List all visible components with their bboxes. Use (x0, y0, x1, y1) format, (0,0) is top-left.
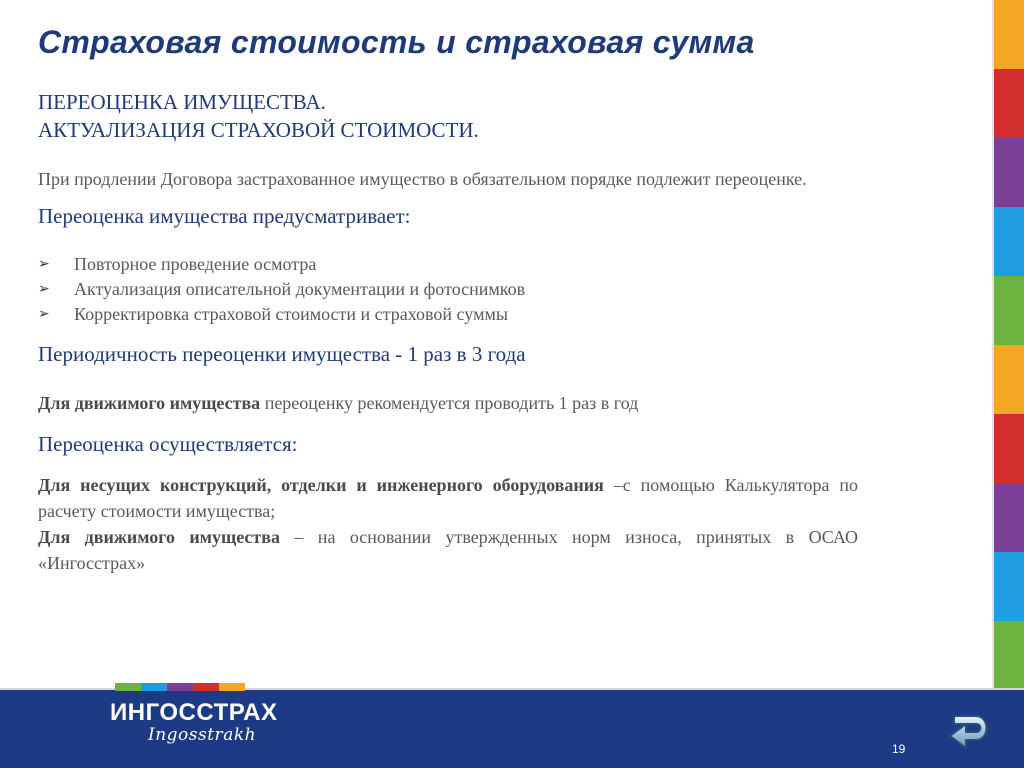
slide-title: Страховая стоимость и страховая сумма (38, 24, 755, 60)
stripe-segment (994, 138, 1024, 207)
list-item (38, 252, 858, 277)
stripe-segment (994, 0, 1024, 69)
movable-property-note (38, 390, 858, 416)
logo-script: Ingosstrakh (148, 725, 257, 745)
logo-wordmark: ИНГОССТРАХ (110, 699, 278, 726)
stripe-segment (994, 345, 1024, 414)
footer-stripe-segment (115, 683, 141, 691)
stripe-segment (994, 207, 1024, 276)
footer-stripe-segment (219, 683, 245, 691)
arrowhead-bullet-icon: ➢ (38, 256, 50, 272)
movable-method-label: Для движимого имущества (38, 527, 280, 547)
footer-color-stripe (115, 683, 245, 691)
slide-content (38, 88, 858, 576)
stripe-segment (994, 483, 1024, 552)
provides-heading: Переоценка имущества предусматривает: (38, 204, 411, 228)
page-number: 19 (892, 742, 906, 756)
structures-label: Для несущих конструкций, отделки и инженерного оборудования (38, 475, 604, 495)
return-button[interactable] (936, 700, 994, 758)
intro-paragraph: При продлении Договора застрахованное имущество в обязательном порядке подлежит переоценке. (38, 169, 807, 189)
section-heading-line2: АКТУАЛИЗАЦИЯ СТРАХОВОЙ СТОИМОСТИ. (38, 118, 479, 142)
list-item-text: Актуализация описательной документации и фотоснимков (74, 279, 526, 299)
footer-stripe-segment (193, 683, 219, 691)
structures-paragraph (38, 472, 858, 524)
list-item-text: Повторное проведение осмотра (74, 254, 317, 274)
section-heading-line1: ПЕРЕОЦЕНКА ИМУЩЕСТВА. (38, 90, 326, 114)
stripe-segment (994, 69, 1024, 138)
bullet-list (38, 252, 858, 327)
footer-stripe-segment (141, 683, 167, 691)
list-item (38, 302, 858, 327)
performed-heading: Переоценка осуществляется: (38, 432, 298, 456)
movable-property-text: переоценку рекомендуется проводить 1 раз в год (260, 393, 639, 413)
stripe-segment (994, 621, 1024, 690)
section-heading (38, 88, 858, 144)
list-item-text: Корректировка страховой стоимости и страховой суммы (74, 304, 508, 324)
company-logo (110, 700, 278, 744)
stripe-segment (994, 414, 1024, 483)
stripe-segment (994, 276, 1024, 345)
arrowhead-bullet-icon: ➢ (38, 306, 50, 322)
color-stripe (994, 0, 1024, 690)
list-item (38, 277, 858, 302)
structures-text: –с помощью Калькулятора по расчету стоимости имущества; (38, 475, 858, 521)
stripe-segment (994, 552, 1024, 621)
arrowhead-bullet-icon: ➢ (38, 281, 50, 297)
movable-method-text: – на основании утвержденных норм износа, принятых в ОСАО «Ингосстрах» (38, 527, 859, 573)
footer-stripe-segment (167, 683, 193, 691)
movable-method-paragraph (38, 524, 858, 576)
periodicity-heading: Периодичность переоценки имущества - 1 раз в 3 года (38, 342, 526, 366)
movable-property-label: Для движимого имущества (38, 393, 261, 413)
return-arrow-icon (936, 700, 994, 758)
